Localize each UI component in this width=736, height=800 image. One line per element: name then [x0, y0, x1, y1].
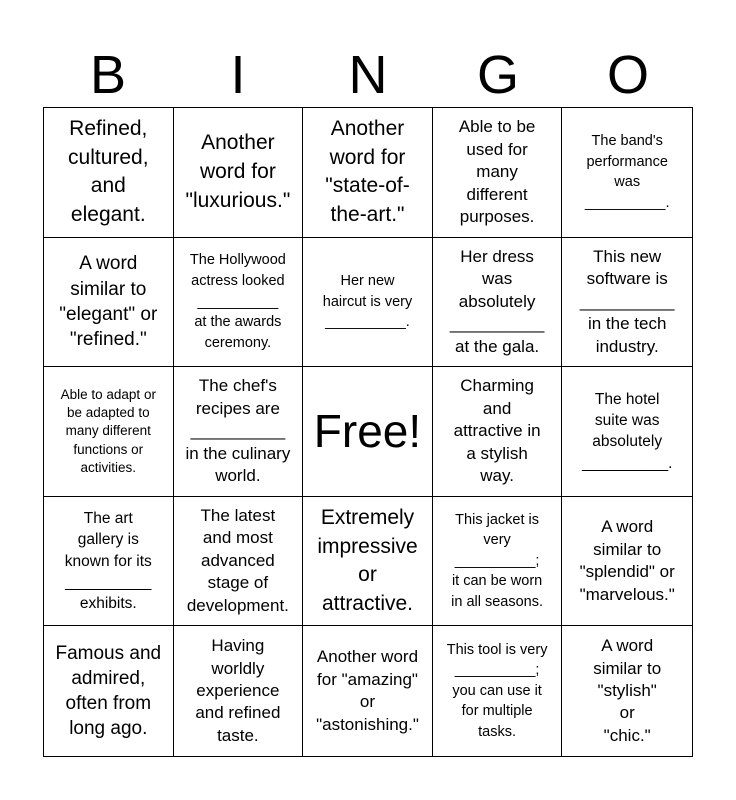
bingo-cell-r5c4[interactable]: This tool is very __________; you can use it for multiple tasks. — [433, 626, 563, 756]
bingo-cell-r5c2[interactable]: Having worldly experience and refined taste. — [174, 626, 304, 756]
bingo-cell-r5c5[interactable]: A word similar to "stylish" or "chic." — [593, 636, 662, 745]
free-space-cell: Free! — [303, 367, 433, 497]
bingo-cell-r2c3[interactable]: Her new haircut is very __________. — [303, 238, 433, 368]
header-letter-b: B — [89, 45, 127, 105]
header-letter-n: N — [348, 45, 388, 105]
bingo-cell-r1c5[interactable]: The band's performance was __________. — [562, 108, 692, 238]
bingo-cell-r3c2[interactable]: The chef's recipes are __________ in the culinary world. — [174, 367, 304, 497]
bingo-cell-r5c1[interactable]: Famous and admired, often from long ago. — [44, 626, 174, 756]
bingo-cell-r3c1[interactable]: Able to adapt or be adapted to many different functions or activities. — [44, 367, 174, 497]
bingo-cell-r4c5[interactable]: A word similar to "splendid" or "marvelous." — [562, 497, 692, 627]
header-letter-o: O — [606, 45, 649, 105]
bingo-cell-r4c3[interactable]: Extremely impressive or attractive. — [303, 497, 433, 627]
bingo-header — [43, 44, 693, 106]
header-letter-i: I — [230, 45, 246, 105]
bingo-cell-r4c2[interactable]: The latest and most advanced stage of development. — [174, 497, 304, 627]
bingo-cell-r4c1[interactable]: The art gallery is known for its __________ exhibits. — [44, 497, 174, 627]
bingo-cell-r4c4[interactable]: This jacket is very __________; it can be worn in all seasons. — [433, 497, 563, 627]
bingo-cell-r1c2[interactable]: Another word for "luxurious." — [174, 108, 304, 238]
bingo-cell-r2c1[interactable]: A word similar to "elegant" or "refined." — [44, 238, 174, 368]
bingo-cell-r2c4[interactable]: Her dress was absolutely __________ at the gala. — [433, 238, 563, 368]
bingo-board — [43, 107, 693, 757]
bingo-cell-r1c4[interactable]: Able to be used for many different purposes. — [433, 108, 563, 238]
bingo-cell-r1c3[interactable]: Another word for "state-of- the-art." — [303, 108, 433, 238]
header-letter-g: G — [476, 45, 519, 105]
bingo-cell-r3c5[interactable]: The hotel suite was absolutely __________. — [562, 367, 692, 497]
bingo-cell-r2c5[interactable]: This new software is __________ in the tech industry. — [562, 238, 692, 368]
bingo-cell-r2c2[interactable]: The Hollywood actress looked __________ at the awards ceremony. — [174, 238, 304, 368]
bingo-cell-r5c3[interactable]: Another word for "amazing" or "astonishing." — [303, 626, 433, 756]
bingo-cell-r3c4[interactable]: Charming and attractive in a stylish way. — [433, 367, 563, 497]
bingo-cell-r1c1[interactable]: Refined, cultured, and elegant. — [44, 108, 174, 238]
